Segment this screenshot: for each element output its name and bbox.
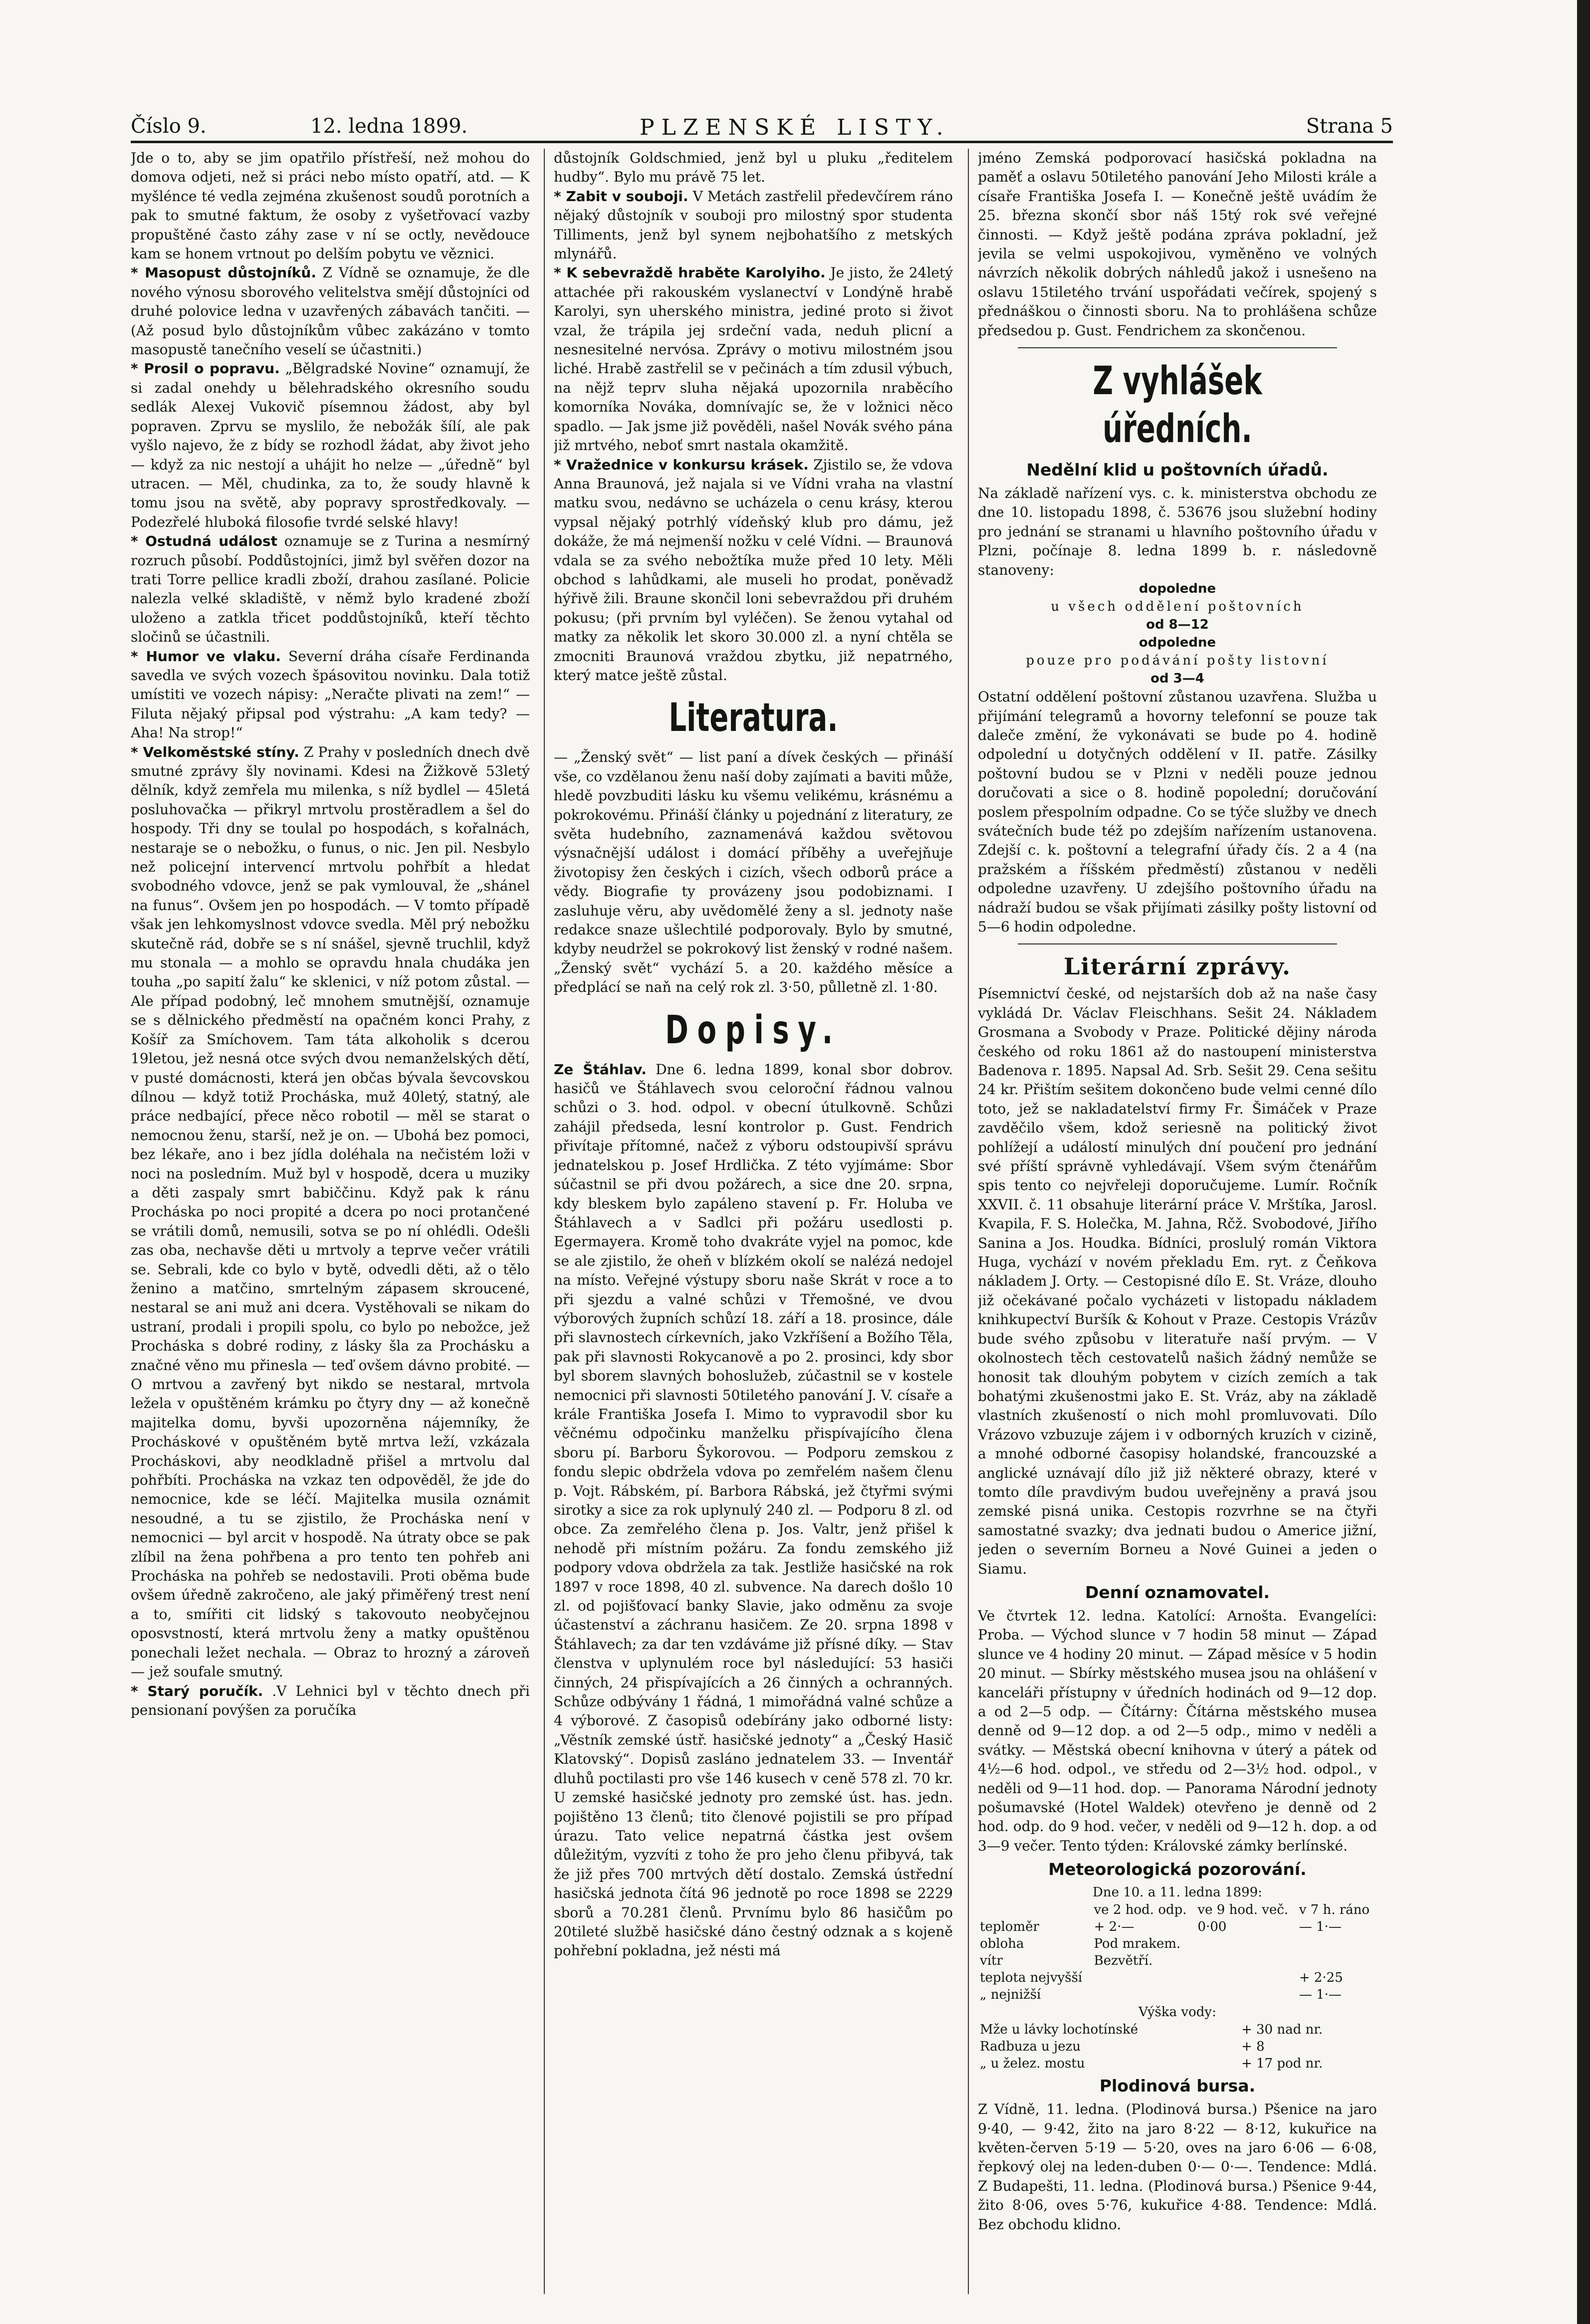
table-cell: 0·00 [1197,1919,1227,1935]
article-headline: * Starý poručík. [131,1682,263,1699]
table-cell [1196,1969,1297,1986]
issue-number: Číslo 9. [131,115,207,138]
article [131,359,530,532]
table-cell: + 2·— [1094,1919,1135,1935]
schedule-line: pouze pro podávání pošty listovní [1026,653,1329,669]
table-header: ve 2 hod. odp. [1094,1902,1187,1918]
subheading: Nedělní klid u poštovních úřadů. [1026,460,1329,480]
row-label: „ nejnižší [980,1987,1041,2003]
table-cell [1196,1952,1297,1969]
table-header: v 7 h. ráno [1299,1902,1370,1918]
article-text: Z Prahy v posledních dnech dvě smutné zprávy šly novinami. Kdesi na Žižkově 53letý dělník, když zemřela mu milenka, s níž bydlel — 45letá posluhovačka — přikryl mrtvolu prostěradlem a šel do hospody. Tři dny se toulal po hospodách, s kořalnách, nestaraje se o nebožku, o funus, o nic. Jen pil. Nesbylo než policejní intervencí mrtvolu pohřbít a hledat svobodného vdovce, jenž se pak vymlouval, že „shánel na funus“. Ovšem jen po hospodách. — V tomto případě však jen lehkomyslnost vdovce svedla. Měl prý nebožku skutečně rád, dobře se s ní snášel, sjevně truchlil, když mu stonala — a mohlo se opravdu hnala chudáka jen touha „po sapití žalu“ ke sklenici, v níž potom zůstal. — Ale případ podobný, leč mnohem smutnější, oznamuje se s dělnického předměstí na opačném konci Prahy, z Košíř za Smíchovem. Tam táta alkoholik s dcerou 19letou, jež nesná otce svých dvou nemanželských dětí, v pusté domácnosti, která jen občas bývala ševcovskou dílnou — když totiž Procháska, muž 40letý, statný, ale práce nedbající, přece něco robotil — měl se starat o nemocnou ženu, starší, než je on. — Ubohá bez pomoci, bez lékaře, ano i bez jídla doléhala na nečistém loži v noci na posledním. Muž byl v hospodě, dcera u muziky a děti zaspaly smrt babiččinu. Když pak k ránu Procháska po noci propité a dcera po noci protančené se vrátili domů, nemusili, sotva se po ní ohlédli. Odešli zas oba, nechavše děti u mrtvoly a teprve večer vrátili se. Sebrali, kde co bylo v bytě, odvedli děti, až o tělo ženino a matčino, smrtelným zápasem skroucené, nestaral se ani muž ani dcera. Vystěhovali se nikam do ustraní, prodali i propili spolu, co bylo po nebožce, jež Procháska s dobré rodiny, z lásky šla za Prochásku a značné věno mu přinesla — teď ovšem dávno probité. — O mrtvou a zavřený byt nikdo se nestaral, mrtvola ležela v opuštěném krámku po čtyry dny — až konečně majitelka domu, byvši upozorněna nájemníky, že Procháskové v opuštěném bytě mrtva leží, vzkázala Procháskovi, aby neodkladně přišel a mrtvolu dal pohřbíti. Procháska na vzkaz ten odpověděl, že jde do nemocnice, kde se léčí. Majitelka musila oznámit nesoudné, a tu se zjistilo, že Procháska není v nemocnici — byl arcit v hospodě. Na útraty obce se pak zlíbil na žena pohřbena a pro tento ten pohřeb ani Procháska na pohřeb se nedostavili. Proti oběma bude ovšem úředně zakročeno, ale jaký přiměřený trest není a to, smířiti cit lidský s takovouto neobyčejnou oposvstností, která mrtvolu ženy a matky opuštěnou ponechali ležet nechala. — Obraz to hrozný a zároveň — jež soufale smutný. [131,743,530,1680]
article-text: Severní dráha císaře Ferdinanda savedla ve svých vozech špásovitou novinku. Dala totiž umístiti ve vozech nápisy: „Neračte plivati na zem!“ — Filuta nějaký připsal pod výstrahu: „A kam tedy? — Aha! Na strop!“ [131,648,530,741]
row-label: teplota nejvyšší [980,1970,1083,1986]
table-cell: + 2·25 [1299,1970,1343,1986]
article [554,1060,953,1961]
article-headline: * Velkoměstské stíny. [131,743,299,760]
column-rule [544,149,545,2294]
table-cell [1297,1952,1377,1969]
table-cell: + 30 nad nr. [1241,2022,1323,2038]
row-label: teploměr [980,1919,1039,1935]
article-paragraph: Písemnictví české, od nejstarších dob až na naše časy vykládá Dr. Václav Fleischhans. Sešit 24. Nákladem Grosmana a Svobody v Praze. Politické dějiny národa českého od roku 1861 až do nastoupení ministerstva Badenova r. 1895. Napsal Ad. Srb. Sešit 29. Cena sešitu 24 kr. Přištím sešitem dokončeno bude velmi cenné dílo toto, jež se nakladatelství firmy Fr. Šimáček v Praze zavděčilo všem, kdož seriesně na politický život pohlížejí a událostí minulých dní poučení pro jednání své příští správně vyhledávají. Všem svým čtenářům spis tento co nejvřeleji doporučujeme. Lumír. Ročník XXVII. č. 11 obsahuje literární práce V. Mrštíka, Jarosl. Kvapila, F. S. Holečka, M. Jahna, Rčž. Svobodové, Jiřího Sanina a Jos. Houdka. Bídníci, proslulý román Viktora Huga, vychází v novém překladu Em. ryt. z Čeňkova nákladem J. Orty. — Cestopisné dílo E. St. Vráze, dlouho již očekávané počalo vycházeti v listopadu nákladem knihkupectví Buršík & Kohout v Praze. Cestopis Vrázův bude svého způsobu v literatuře naší prvým. — V okolnostech těch cestovatelů našich žádný nemůže se honosit tak dlouhým pobytem v cizích zemích a tak bohatými zkušenostmi jako E. St. Vráz, aby na základě vlastních zkušeností o nich mohl promluvovati. Dílo Vrázovo vzbuzuje zájem i v odborných kruzích v cizině, a mnohé odborné časopisy holandské, francouzské a anglické uznávají dílo již již některé obrazy, které v tomto díle pravdivým budou uveřejněny a pravá jsou zemské pisná unika. Cestopis rozvrhne se na čtyři samostatné svazky; dva jednati budou o Americe jižní, jeden o severním Borneu a Nové Guinei a jeden o Siamu. [978,985,1377,1577]
article-paragraph: Ostatní oddělení poštovní zůstanou uzavřena. Služba u přijímání telegramů a hovorny telefonní se pouze tak daleče změní, že vykonávati se bude po 4. hodině odpolední u dotyčných oddělení v II. patře. Zásilky poštovní budou se v Plzni v neděli pouze jednou doručovati a sice o 8. hodině popolední; doručování poslem přespolním odpadne. Co se týče služby ve dnech svátečních bude též po zdejším nařízením ustanovena. Zdejší c. k. poštovní a telegrafní úřady čís. 2 a 4 (na pražském a říšském předměstí) zůstanou v neděli odpoledne uzavřeny. U zdejšího poštovního úřadu na nádraží budou se však přijímati zásilky pošty listovní od 5—6 hodin odpoledne. [978,689,1377,935]
page-header [131,111,1393,143]
row-label: obloha [980,1936,1024,1952]
column-2 [554,149,953,2274]
article-text: oznamuje se z Turina a nesmírný rozruch působí. Poddůstojníci, jimž byl svěřen dozor na trati Torre pellice kradli zboží, drahou zasílané. Policie nalezla velké skladiště, v němž bylo kradené zboží uloženo a zatkla třicet poddůstojníků, kteří těchto sločinů se účastnili. [131,533,530,646]
article-headline: * Vražednice v konkursu krásek. [554,456,809,473]
article-paragraph: Na základě nařízení vys. c. k. ministerstva obchodu ze dne 10. listopadu 1898, č. 53676 jsou služební hodiny pro jednání se stranami u hlavního poštovního úřadu v Plzni, počínaje 8. ledna 1899 b. r. následovně stanoveny: [978,485,1377,578]
article-headline: * Prosil o popravu. [131,360,280,377]
subheading: Plodinová bursa. [1099,2076,1256,2096]
article-paragraph: Jde o to, aby se jim opatřilo přístřeší, než mohou do domova odjeti, než si práci nebo místo opatří, atd. — K myšlénce té vedla zejména zkušenost soudů porotních a pak to smutné faktum, že osoby z vyšetřovací vazby propuštěné často záhy zase v ní se octly, nevědouce kam se honem vrtnout po delším pobytu ve věznici. [131,150,530,262]
table-cell: — 1·— [1299,1919,1342,1935]
table-cell: + 17 pod nr. [1241,2056,1323,2072]
article-text: .V Lehnici byl v těchto dnech při pensionaní povýšen za poručíka [131,1682,530,1718]
table-header: ve 9 hod. več. [1197,1902,1289,1918]
table-header-row [978,1901,1377,1918]
article-text: Z Vídně se oznamuje, že dle nového výnosu sborového velitelstva smějí důstojníci od druhé polovice ledna v uzavřených zábavách tančiti. — (Až posud bylo důstojníkům vůbec zakázáno v tomto masopustě tanečního veselí se účastniti.) [131,264,530,358]
article [554,263,953,455]
table-row [978,1986,1377,2003]
table-cell [1297,1935,1377,1952]
section-heading-literarni: Literární zprávy. [1063,953,1292,980]
table-cell [1196,1935,1297,1952]
article [554,456,953,686]
water-table [978,2021,1377,2072]
page-number: Strana 5 [1306,115,1393,138]
row-label: „ u želez. mostu [980,2056,1085,2072]
article-text: „Bělgradské Novine“ oznamují, že si zadal onehdy u bělehradského okresního soudu sedlák Alexej Vukovič písemnou žádost, aby byl popraven. Zprvu se myslilo, že nebožák šílí, ale pak vyšlo najevo, že z bídy se rozhodl žádat, aby život jeho — když za nic nestojí a uhájit ho nelze — „úředně“ byl utracen. — Měl, chudinka, za to, že soudy hlavně k tomu jsou na světě, aby popravy sprostředkovaly. — Podezřelé hluboká filosofie tvrdé selské hlavy! [131,360,530,530]
article-headline: Ze Štáhlav. [554,1061,647,1078]
section-divider [1018,347,1337,348]
table-cell: Pod mrakem. [1094,1936,1181,1952]
table-row [978,2021,1377,2038]
subheading: Denní oznamovatel. [1085,1582,1270,1602]
article-headline: * Zabit v souboji. [554,188,688,205]
article [131,743,530,1682]
section-heading-dopisy: Dopisy. [665,1007,842,1053]
article-text: Dne 6. ledna 1899, konal sbor dobrov. hasičů ve Štáhlavech svou celoroční řádnou valnou schůzi o 3. hod. odpol. v obecní útulkovně. Schůzi zahájil předseda, lesní kontrolor p. Gust. Fendrich přivítaje přítomné, načež z výboru odstoupivší správu jednatelskou p. Josef Hrdlička. Z této vyjímáme: Sbor súčastnil se při dvou požárech, a sice dne 20. srpna, kdy bleskem bylo zapáleno stavení p. Fr. Holuba ve Štáhlavech a v Sadlci při požáru usedlosti p. Egermayera. Kromě toho dvakráte vyjel na pomoc, kde se ale zjistilo, že oheň v blízkém okolí se nalézá nedojel na místo. Veřejné výstupy sboru naše Skrát v roce a to při sjezdu a valné schůzi v Třemošné, ve dvou výborových župních schůzí 18. září a 18. prosince, dále při slavnostech církevních, jako Vzkříšení a Božího Těla, pak při slavnosti Rokycanově a po 2. prosinci, kdy sbor byl sborem slavných bohoslužeb, zúčastnil se v kostele nemocnici při slavnosti 50tiletého panování J. V. císaře a krále Františka Josefa I. Mimo to vypravodil sbor ku věčnému odpočinku manželku přispívajícího člena sboru pí. Barboru Šykorovou. — Podporu zemskou z fondu slepic obdržela vdova po zemřelém našem členu p. Vojt. Rábském, pí. Barbora Rábská, jež čtyřmi svými sirotky a sice za rok uplynulý 240 zl. — Podporu 8 zl. od obce. Za zemřelého člena p. Jos. Valtr, jenž přišel k nehodě při místním požáru. Za fondu zemského již podpory vdova obdržela za tak. Jestliže hasičské na rok 1897 v roce 1898, 40 zl. subvence. Na darech došlo 10 zl. od pojišťovací banky Slavie, jako odměnu za svoje účastenství a záchranu hasičem. Ze 20. srpna 1898 v Štáhlavech; za dar ten vzdáváme již přísné díky. — Stav členstva v uplynulém roce byl následující: 53 hasiči činných, 24 přispívajících a 26 činných a ochranných. Schůze odbývány 1 řádná, 1 mimořádná valné schůze a 4 výborové. Z časopisů odebírány jako odborné listy: „Věstník zemské ústř. hasičské jednoty“ a „Český Hasič Klatovský“. Dopisů zasláno jednatelem 33. — Inventář dluhů poctilasti pro vše 146 kusech v ceně 578 zl. 70 kr. U zemské hasičské jednoty pro zemské úst. has. jedn. pojištěno 13 členů; tito členové pojistili se pro případ úrazu. Tato velice nepatrná částka jest ovšem důležitým, vyzvíti z toho že pro jeho členu přibyvá, tak že již přes 700 mrtvých dětí dostalo. Zemská ústřední hasičská jednota čítá 96 jednotě po roce 1898 se 2229 sborů a 70.281 členů. Prvnímu bylo 86 hasičům po 20tileté službě hasičské dáno čestný odznak a s kojeně pohřební pokladna, jež nésti má [554,1061,953,1959]
row-label: vítr [980,1953,1003,1969]
table-cell: Bezvětří. [1094,1953,1153,1969]
article [131,263,530,359]
article-paragraph: Ve čtvrtek 12. ledna. Katolící: Arnošta. Evangelíci: Proba. — Východ slunce v 7 hodin 58 minut — Západ slunce ve 4 hodiny 20 minut. — Západ měsíce v 5 hodin 20 minut. — Sbírky městského musea jsou na ohlášení v kanceláři přístupny v úředních hodinách od 9—12 dop. a od 2—5 odp. — Čítárny: Čítárna městského musea denně od 9—12 dop. a od 2—5 odp., mimo v neděli a svátky. — Městská obecní knihovna v úterý a pátek od 4½—6 hod. odpol., ve středu od 2—3½ hod. odpol., v neděli od 9—11 hod. dop. — Panorama Národní jednoty pošumavské (Hotel Waldek) otevřeno je denně od 2 hod. odp. do 9 hod. večer, v neděli od 9—12 h. dop. a od 3—9 večer. Tento týden: Královské zámky berlínské. [978,1607,1377,1854]
meteo-date: Dne 10. a 11. ledna 1899: [1092,1885,1263,1900]
article [554,187,953,264]
table-row [978,1969,1377,1986]
column-1 [131,149,530,2274]
article-text: Zjistilo se, že vdova Anna Braunová, jež najala si ve Vídni vraha na vlastní matku svou, nedávno se ucházela o cenu krásy, kterou vypsal nějaký potrhlý vídeňský klub pro dámu, jež dokáže, že má nejmenší nožku v celé Vídni. — Braunová vdala se za svého nebožtíka muže před 10 lety. Měli obchod s lahůdkami, ale museli ho prodat, poněvadž hýřivě žili. Braune skončil loni sebevraždou při druhém pokusu; (při prvním byl vyléčen). Se ženou vytahal od matky za několik let skoro 30.000 zl. a nyní chtěla se zmocniti Braunová vraždou zbytku, již nepatrného, který matce ještě zůstal. [554,456,953,684]
column-3 [978,149,1377,2274]
schedule-line: u všech oddělení poštovních [1051,599,1304,615]
newspaper-title: PLZENSKÉ LISTY. [640,115,950,140]
article-paragraph: Z Vídně, 11. ledna. (Plodinová bursa.) Pšenice na jaro 9·40, — 9·42, žito na jaro 8·22 — 8·12, kukuřice na květen-červen 5·19 — 5·20, oves na jaro 6·06 — 6·08, řepkový olej na leden-duben 0·— 0·—. Tendence: Mdlá. Z Budapešti, 11. ledna. (Plodinová bursa.) Pšenice 9·44, žito 8·06, oves 5·76, kukuřice 4·88. Tendence: Mdlá. Bez obchodu klidno. [978,2101,1377,2233]
article-text: Je jisto, že 24letý attachée při rakouském vyslanectví v Londýně hrabě Karolyi, syn uherského ministra, jediné proto si život vzal, že trápila jej srdeční vada, neduh plicní a nesnesitelné nervósa. Zprávy o motivu milostném jsou liché. Hrabě zastřelil se v pečinách a tím zdusil výbuch, na nějž teprv sluha nějaká upozornila nraběcího komorníka Nováka, domnívajíc se, že v ložnici něco spadlo. — Jak jsme již pověděli, našel Novák svého pána již mrtvého, neboť smrt nastala okamžitě. [554,264,953,454]
article [131,1682,530,1720]
article-headline: * Masopust důstojníků. [131,264,316,281]
table-cell [1092,1969,1196,1986]
section-heading-literatura: Literatura. [669,696,838,741]
article-headline: * Humor ve vlaku. [131,648,281,665]
article [131,647,530,743]
schedule-line: odpoledne [1138,635,1216,651]
schedule-line: od 8—12 [1146,617,1209,633]
article-paragraph: jméno Zemská podporovací hasičská pokladna na paměť a oslavu 50tiletého panování Jeho Milosti krále a císaře Františka Josefa I. — Konečně ještě uvádím že 25. března skončí sbor náš 15tý rok své veřejné činnosti. — Když ještě podána zpráva pokladní, jež jevila se velmi uspokojivou, vyměněno ve volných návrzích několik dobrých náhledů jakož i usnešeno na oslavu 15tiletého trvání uspořádati večírek, spojený s přednáškou o činnosti sboru. Na to prohlášena schůze předsedou p. Gust. Fendrichem za skončenou. [978,150,1377,339]
table-cell [1092,1986,1196,2003]
table-row [978,2055,1377,2072]
table-cell [1196,1986,1297,2003]
row-label: Radbuza u jezu [980,2039,1081,2055]
schedule-line: od 3—4 [1150,671,1204,687]
table-row [978,1918,1377,1935]
article-text: V Metách zastřelil předevčírem ráno nějaký důstojník v souboji pro milostný spor studenta Tilliments, jenž byl synem nejbohatšího z metských mlynářů. [554,188,953,262]
table-cell: — 1·— [1299,1987,1342,2003]
article [131,532,530,647]
table-row [978,2038,1377,2055]
issue-date: 12. ledna 1899. [310,115,468,138]
article-paragraph: — „Ženský svět“ — list paní a dívek českých — přináší vše, co vzdělanou ženu naší doby zajímati a baviti může, hledě povzbuditi lásku ku všemu velikému, krásnému a pokrokovému. Přináší články u pojednání z literatury, ze světa hudebního, zaznamenává každou světovou výsnačnější událost i domácí příběhy a uveřejňuje životopisy žen českých i cizích, všech odborů práce a vědy. Biografie ty provázeny jsou podobiznami. I zasluhuje věru, aby uvědomělé ženy a sl. jednoty naše redakce snaze ušlechtilé podporovaly. Bylo by smutné, kdyby neudržel se pokrokový list ženský v rodné našem. „Ženský svět“ vychází 5. a 20. každého měsíce a předplácí se naň na celý rok zl. 3·50, půlletně zl. 1·80. [554,749,953,996]
section-divider [1018,943,1337,944]
table-row [978,1935,1377,1952]
meteo-table [978,1901,1377,2003]
article-paragraph: důstojník Goldschmied, jenž byl u pluku „ředitelem hudby“. Bylo mu právě 75 let. [554,150,953,186]
schedule-line: dopoledne [1138,581,1216,597]
column-rule [968,149,969,2294]
table-cell: + 8 [1241,2039,1265,2055]
article-headline: * K sebevraždě hraběte Karolyiho. [554,264,826,281]
water-heading: Výška vody: [1138,2005,1216,2020]
scan-edge [1577,0,1590,2324]
section-heading-vyhlasky: Z vyhlášek úředních. [1093,359,1262,452]
row-label: Mže u lávky lochotínské [980,2022,1138,2038]
subheading: Meteorologická pozorování. [1048,1859,1307,1879]
article-headline: * Ostudná událost [131,533,278,550]
table-row [978,1952,1377,1969]
